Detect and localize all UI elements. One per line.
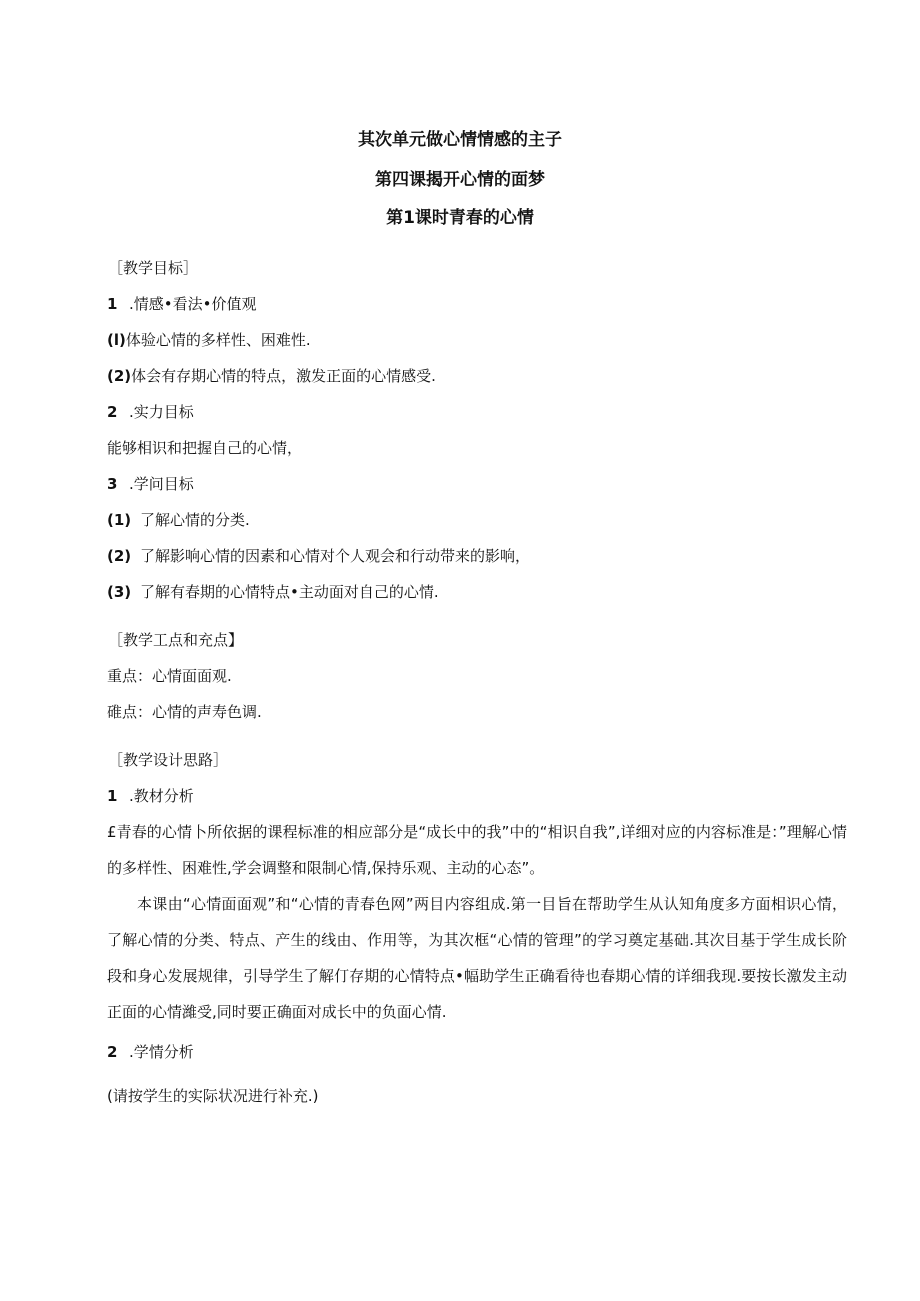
analysis-paragraph-2: 本课由“心情面面观”和“心情的青春色网”两目内容组成.第一目旨在帮助学生从认知角度多方面相识心情，了解心情的分类、特点、产生的线由、作用等，为其次框“心情的管理”的学习奠定基础.其次目基于学生成长阶段和身心发展规律，引导学生了解仃存期的心情特点•幅助学生正确看待也春期心情的详细我现.要按长激发主动正面的心情濰受,同时要正确面对成长中的负面心情. bbox=[107, 895, 847, 1021]
item-text: 了解心情的分类. bbox=[140, 511, 250, 529]
item-number: (l) bbox=[107, 331, 126, 349]
section-number: 1 bbox=[107, 295, 118, 313]
item-text: 体会有存期心情的特点，激发正面的心情感受. bbox=[131, 367, 436, 385]
ability-text: 能够相识和把握自己的心情， bbox=[107, 439, 303, 457]
goal-section-3 bbox=[107, 474, 194, 494]
analysis-paragraph-1: £青春的心情卜所依据的课程标准的相应部分是“成长中的我”中的“相识自我”,详细对应的内容标准是：”理解心情的多样性、困难性,学会调整和限制心情,保持乐观、主动的心态”。 bbox=[107, 823, 847, 877]
design-section-1 bbox=[107, 786, 194, 806]
unit-title: 其次单元做心情情感的主子 bbox=[358, 130, 562, 150]
design-heading: ［教学设计思路］ bbox=[108, 751, 229, 769]
list-item bbox=[107, 546, 530, 566]
list-item bbox=[107, 582, 439, 602]
list-item bbox=[107, 330, 311, 350]
difficulty-text: 碓点：心情的声寿色调. bbox=[107, 703, 262, 721]
section-label: .学情分析 bbox=[129, 1043, 194, 1061]
item-number: (1) bbox=[107, 511, 132, 529]
goal-section-2 bbox=[107, 402, 194, 422]
section-number: 1 bbox=[107, 787, 118, 805]
section-number: 2 bbox=[107, 1043, 118, 1061]
goal-section-1 bbox=[107, 294, 256, 314]
focus-text: 重点：心情面面观. bbox=[107, 667, 232, 685]
lesson-title: 第四课揭开心情的面梦 bbox=[375, 170, 545, 190]
item-text: 了解有春期的心情特点•主动面对自己的心情. bbox=[140, 583, 439, 601]
section-label: .实力目标 bbox=[129, 403, 194, 421]
item-number: (2) bbox=[107, 367, 132, 385]
section-label: .学问目标 bbox=[129, 475, 194, 493]
item-text: 体验心情的多样性、困难性. bbox=[125, 331, 311, 349]
item-number: (3) bbox=[107, 583, 132, 601]
period-title: 第1课时青春的心情 bbox=[386, 208, 534, 228]
section-number: 3 bbox=[107, 475, 118, 493]
list-item bbox=[107, 510, 250, 530]
keypoints-heading: ［教学工点和充点】 bbox=[108, 631, 244, 649]
design-section-2 bbox=[107, 1042, 194, 1062]
section-number: 2 bbox=[107, 403, 118, 421]
list-item bbox=[107, 366, 436, 386]
goals-heading: ［教学目标］ bbox=[108, 259, 199, 277]
section-label: .情感•看法•价值观 bbox=[129, 295, 257, 313]
student-analysis-text: (请按学生的实际状况进行补充.) bbox=[107, 1087, 319, 1105]
section-label: .教材分析 bbox=[129, 787, 194, 805]
item-number: (2) bbox=[107, 547, 132, 565]
item-text: 了解影响心情的因素和心情对个人观会和行动带来的影响， bbox=[140, 547, 531, 565]
